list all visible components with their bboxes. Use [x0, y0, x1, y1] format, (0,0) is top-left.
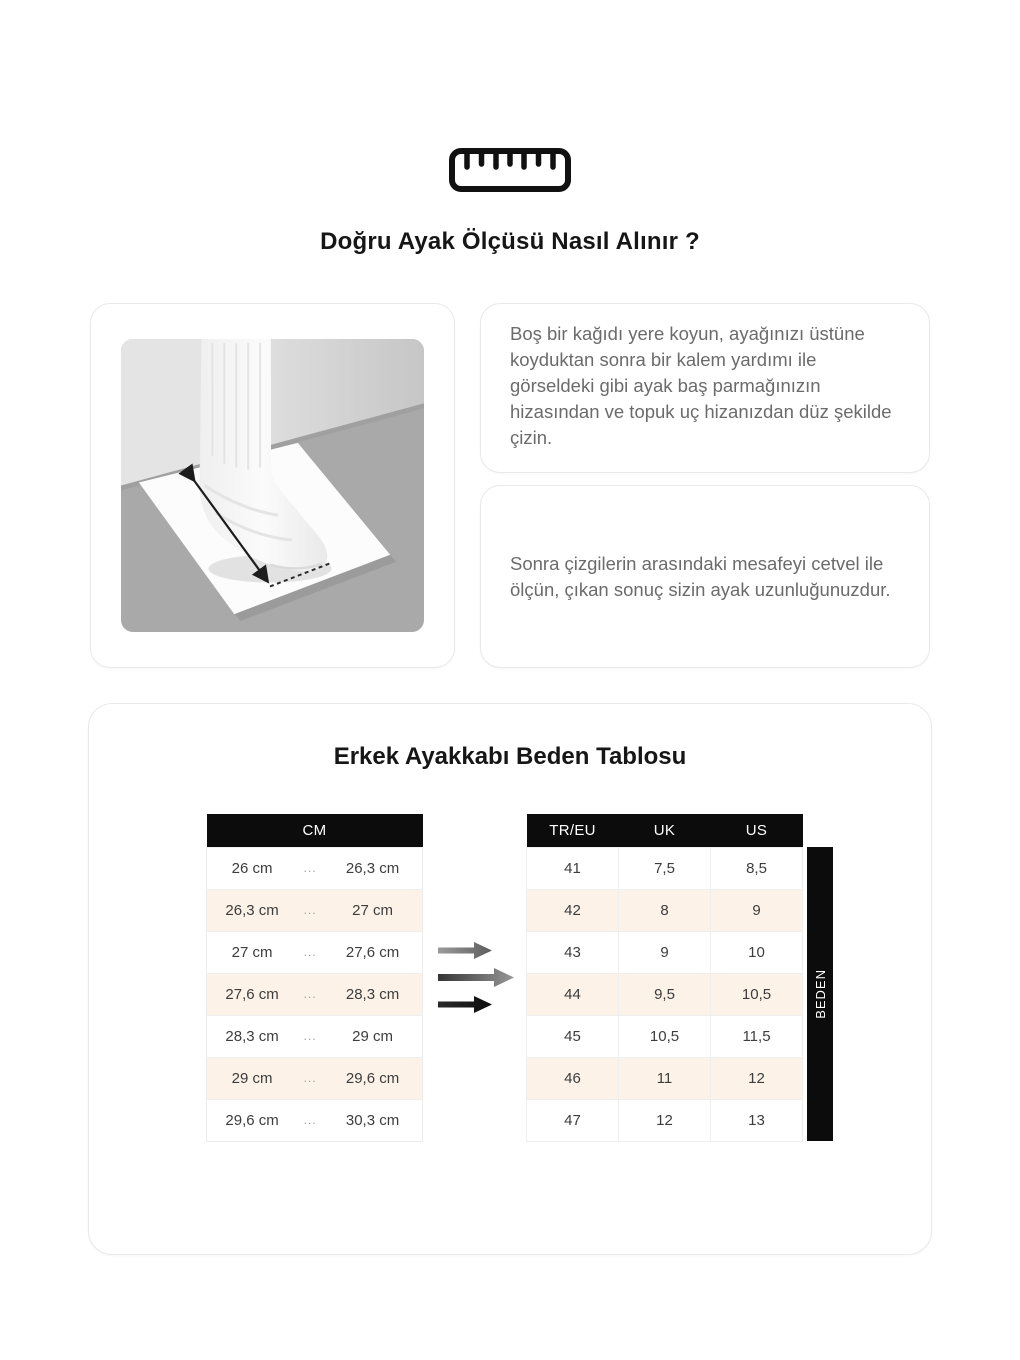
tr-eu-size-cell: 41: [527, 847, 619, 889]
cm-range-dots: ...: [297, 973, 323, 1015]
arrow-bottom-icon: [438, 996, 492, 1013]
cm-range-to: 27 cm: [323, 889, 422, 931]
size-table-row: [527, 1099, 803, 1141]
ruler-icon: [448, 147, 572, 193]
cm-range-to: 29,6 cm: [323, 1057, 422, 1099]
size-table-row: [527, 1057, 803, 1099]
cm-range-dots: ...: [297, 1015, 323, 1057]
cm-range-to: 26,3 cm: [323, 847, 422, 889]
us-size-cell: 10: [711, 931, 803, 973]
us-size-cell: 12: [711, 1057, 803, 1099]
tr-eu-size-cell: 42: [527, 889, 619, 931]
cm-range-to: 27,6 cm: [323, 931, 422, 973]
size-table-row: [527, 889, 803, 931]
instructions-column: [480, 303, 930, 668]
cm-table-row: [207, 1057, 423, 1099]
uk-size-cell: 10,5: [619, 1015, 711, 1057]
cm-range-to: 29 cm: [323, 1015, 422, 1057]
beden-side-label: BEDEN: [812, 969, 828, 1019]
international-size-table: [526, 814, 803, 1142]
cm-table-row: [207, 1099, 423, 1141]
us-size-cell: 8,5: [711, 847, 803, 889]
foot-photo-card: [90, 303, 455, 668]
instruction-card-1: [480, 303, 930, 473]
instruction-card-2: [480, 485, 930, 668]
arrow-middle-icon: [438, 968, 514, 987]
cm-table-row: [207, 973, 423, 1015]
instruction-step-1: Boş bir kağıdı yere koyun, ayağınızı üstüne koyduktan sonra bir kalem yardımı ile görseldeki gibi ayak baş parmağınızın hizasından ve topuk uç hizanızdan düz şekilde çizin.: [510, 323, 892, 448]
uk-size-cell: 11: [619, 1057, 711, 1099]
foot-measurement-photo: [121, 339, 424, 632]
mapping-arrows: [423, 814, 526, 1141]
cm-range-dots: ...: [297, 931, 323, 973]
cm-range-from: 29 cm: [207, 1057, 298, 1099]
tr-eu-size-cell: 43: [527, 931, 619, 973]
how-to-section: [90, 303, 930, 668]
cm-table-row: [207, 889, 423, 931]
header-icon-area: [0, 0, 1020, 198]
cm-range-dots: ...: [297, 847, 323, 889]
size-column-header: US: [711, 814, 803, 847]
arrow-top-icon: [438, 942, 492, 959]
size-table-row: [527, 847, 803, 889]
us-size-cell: 9: [711, 889, 803, 931]
beden-side-bar: [807, 847, 833, 1141]
tr-eu-size-cell: 46: [527, 1057, 619, 1099]
cm-range-from: 27 cm: [207, 931, 298, 973]
size-column-header: TR/EU: [527, 814, 619, 847]
size-table-body: [527, 847, 803, 1141]
uk-size-cell: 12: [619, 1099, 711, 1141]
size-chart-card: [88, 703, 932, 1255]
cm-table-row: [207, 847, 423, 889]
page-title: Doğru Ayak Ölçüsü Nasıl Alınır ?: [320, 228, 700, 255]
cm-range-from: 28,3 cm: [207, 1015, 298, 1057]
cm-range-from: 26,3 cm: [207, 889, 298, 931]
cm-range-to: 30,3 cm: [323, 1099, 422, 1141]
cm-table-row: [207, 931, 423, 973]
cm-range-dots: ...: [297, 889, 323, 931]
instruction-step-2: Sonra çizgilerin arasındaki mesafeyi cetvel ile ölçün, çıkan sonuç sizin ayak uzunluğunuzdur.: [510, 552, 891, 600]
cm-table-body: [207, 847, 423, 1141]
cm-range-from: 29,6 cm: [207, 1099, 298, 1141]
us-size-cell: 10,5: [711, 973, 803, 1015]
uk-size-cell: 9,5: [619, 973, 711, 1015]
cm-range-dots: ...: [297, 1099, 323, 1141]
uk-size-cell: 7,5: [619, 847, 711, 889]
cm-table-row: [207, 1015, 423, 1057]
us-size-cell: 11,5: [711, 1015, 803, 1057]
uk-size-cell: 8: [619, 889, 711, 931]
cm-range-from: 26 cm: [207, 847, 298, 889]
cm-range-dots: ...: [297, 1057, 323, 1099]
tr-eu-size-cell: 45: [527, 1015, 619, 1057]
size-table-row: [527, 931, 803, 973]
cm-range-table: [206, 814, 423, 1142]
uk-size-cell: 9: [619, 931, 711, 973]
size-column-header: UK: [619, 814, 711, 847]
cm-table-header-row: [207, 814, 423, 847]
size-tables-area: [89, 814, 931, 1142]
tr-eu-size-cell: 44: [527, 973, 619, 1015]
size-chart-title: Erkek Ayakkabı Beden Tablosu: [333, 743, 687, 770]
size-table-row: [527, 973, 803, 1015]
us-size-cell: 13: [711, 1099, 803, 1141]
tr-eu-size-cell: 47: [527, 1099, 619, 1141]
cm-range-from: 27,6 cm: [207, 973, 298, 1015]
cm-column-header: CM: [207, 814, 423, 847]
size-table-row: [527, 1015, 803, 1057]
cm-range-to: 28,3 cm: [323, 973, 422, 1015]
size-table-header-row: [527, 814, 803, 847]
